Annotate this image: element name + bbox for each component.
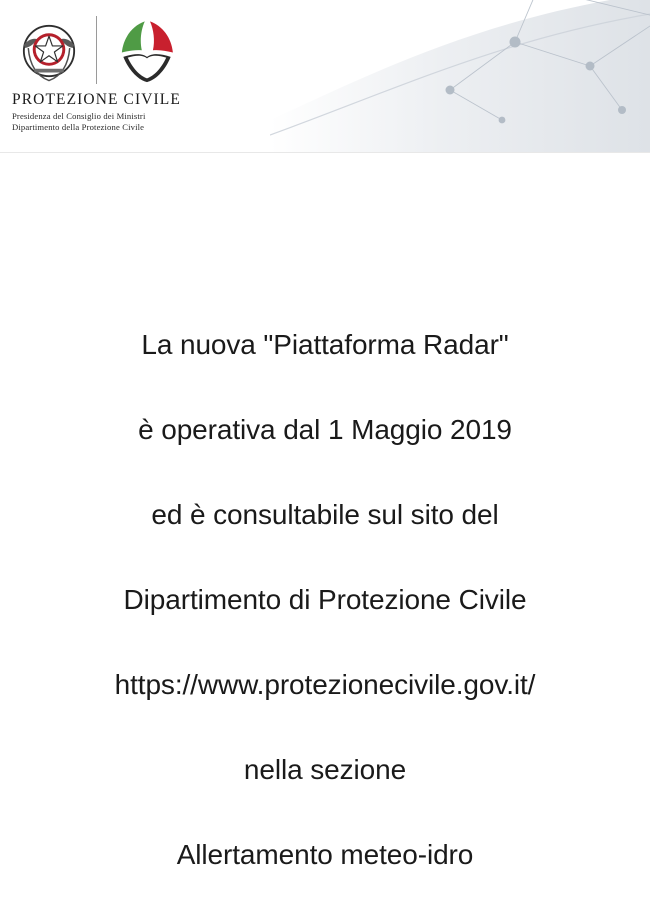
network-dots-swoosh-icon [270,0,650,153]
protezione-civile-boomerang-icon [109,14,185,88]
logo-row [12,14,185,88]
notice-line-2: è operativa dal 1 Maggio 2019 [138,413,512,445]
organization-subtitle-line-2: Dipartimento della Protezione Civile [12,122,145,132]
notice-area [0,153,650,871]
notice-line-6: nella sezione [243,754,407,786]
notice-line-1: La nuova "Piattaforma Radar" [141,328,509,360]
notice-url[interactable]: https://www.protezionecivile.gov.it/ [114,668,536,700]
organization-title: PROTEZIONE CIVILE [12,91,181,108]
organization-subtitle-line-1: Presidenza del Consiglio dei Ministri [12,111,146,121]
organization-subtitle [12,111,185,133]
notice-line-7: Allertamento meteo-idro [176,839,474,871]
notice-line-3: ed è consultabile sul sito del [151,498,499,530]
organization-logo-block [12,14,185,133]
page-header [0,0,650,153]
italian-republic-emblem-icon [12,14,86,88]
notice-line-4: Dipartimento di Protezione Civile [123,583,527,615]
logo-divider [96,16,97,84]
notice-message [115,281,536,919]
